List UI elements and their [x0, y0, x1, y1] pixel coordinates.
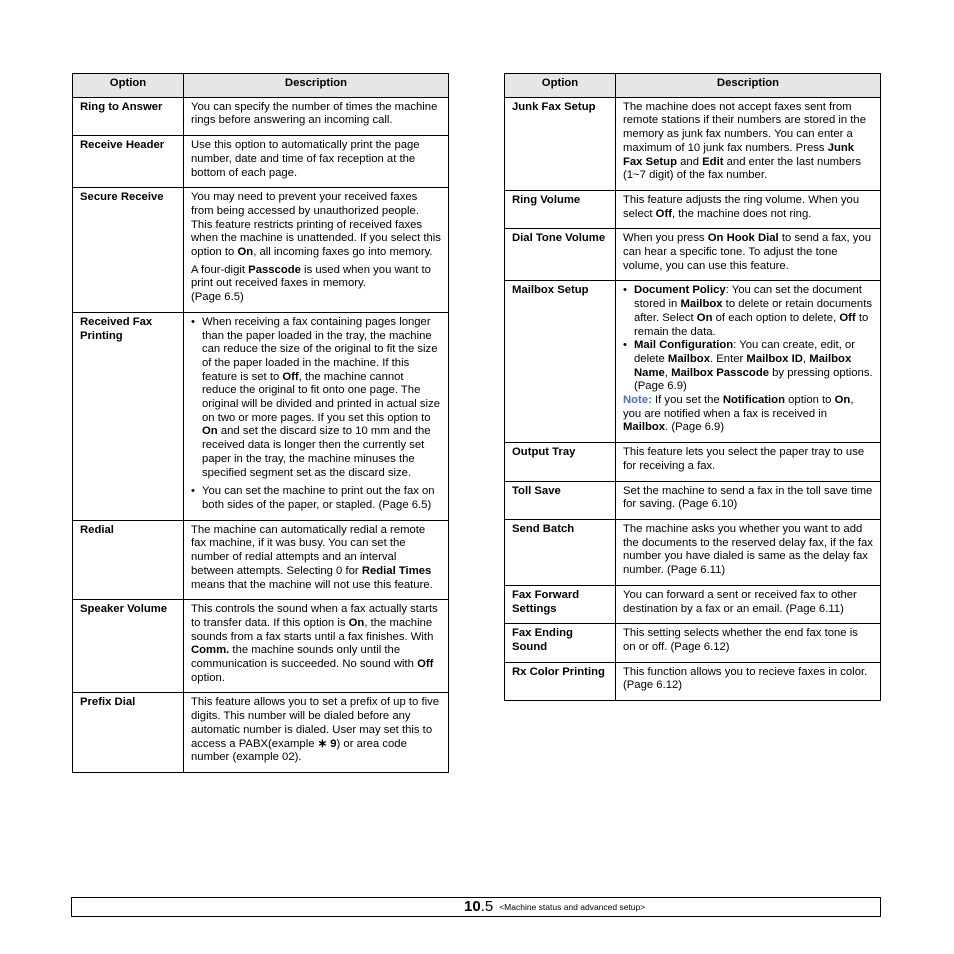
text-run: A four-digit	[191, 263, 249, 276]
text-run: You can forward a sent or received fax to other destination by a fax or an email. (Page 6.11)	[623, 588, 857, 615]
bold-term: Mail Configuration	[634, 339, 734, 352]
header-description: Description	[616, 74, 881, 98]
text-run: , all incoming faxes go into memory.	[253, 246, 433, 259]
table-header-row	[73, 74, 449, 98]
bold-term: Mailbox ID	[746, 352, 803, 365]
option-name: Ring to Answer	[73, 97, 184, 135]
bullet-list	[623, 284, 873, 394]
option-name: Junk Fax Setup	[505, 97, 616, 190]
bullet-item	[623, 284, 873, 339]
text-run: , the machine cannot reduce the original to fit onto one page. The original will be divided and printed in actual size on two or more pages. If you set this option to	[202, 370, 441, 424]
page-number: .5	[480, 898, 494, 915]
bold-term: Mailbox	[623, 421, 666, 434]
option-name: Output Tray	[505, 443, 616, 481]
text-run: , you are notified when a fax is received in	[623, 394, 854, 420]
bold-term: Mailbox	[680, 298, 723, 311]
description-paragraph	[634, 284, 873, 339]
text-run: This feature adjusts the ring volume. When you select	[623, 193, 860, 220]
bold-term: ∗ 9	[317, 737, 337, 750]
description-paragraph	[191, 191, 441, 260]
description-paragraph	[202, 316, 441, 480]
option-name: Dial Tone Volume	[505, 229, 616, 281]
bold-term: On Hook Dial	[707, 232, 779, 245]
table-row	[505, 662, 881, 700]
text-run: Set the machine to send a fax in the toll save time for saving. (Page 6.10)	[623, 484, 873, 511]
option-description	[616, 624, 881, 662]
text-run: and enter the last numbers (1~7 digit) of the fax number.	[623, 155, 862, 182]
table-row	[505, 481, 881, 519]
text-run: The machine can automatically redial a remote fax machine, if it was busy. You can set the number of redial attempts and an interval between attempts. Selecting 0 for	[191, 523, 426, 577]
option-description	[616, 229, 881, 281]
description-paragraph	[634, 339, 873, 394]
header-option: Option	[73, 74, 184, 98]
text-run: Use this option to automatically print the page number, date and time of fax reception at the bottom of each page.	[191, 139, 420, 179]
bold-term: On	[202, 425, 218, 438]
bullet-item	[191, 485, 441, 512]
text-run: You can specify the number of times the machine rings before answering an incoming call.	[191, 100, 438, 127]
option-name: Secure Receive	[73, 188, 184, 313]
text-run: This controls the sound when a fax actually starts to transfer data. If this option is	[191, 603, 438, 629]
option-name: Prefix Dial	[73, 693, 184, 773]
option-description	[616, 519, 881, 585]
options-table-right	[504, 73, 881, 701]
table-row	[73, 600, 449, 693]
text-run: This setting selects whether the end fax tone is on or off. (Page 6.12)	[623, 627, 858, 653]
description-paragraph	[623, 394, 873, 435]
description-paragraph	[191, 264, 441, 305]
description-paragraph	[623, 485, 873, 512]
option-name: Send Batch	[505, 519, 616, 585]
text-run: of each option to delete,	[712, 311, 840, 324]
description-paragraph	[623, 666, 873, 693]
bullet-list	[191, 316, 441, 513]
option-name: Received Fax Printing	[73, 312, 184, 520]
bold-term: Off	[282, 370, 299, 383]
option-name: Speaker Volume	[73, 600, 184, 693]
page-footer	[71, 897, 881, 917]
text-run: The machine does not accept faxes sent from remote stations if their numbers are stored in the memory as junk fax numbers. You can enter a maximum of 10 junk fax numbers. Press	[623, 100, 866, 154]
bold-term: Mailbox	[667, 352, 710, 365]
text-run: . (Page 6.9)	[665, 421, 725, 434]
option-description	[616, 662, 881, 700]
table-row	[73, 136, 449, 188]
table-row	[73, 312, 449, 520]
description-paragraph	[202, 485, 441, 512]
table-header-row	[505, 74, 881, 98]
table-row	[73, 188, 449, 313]
description-paragraph	[623, 627, 873, 654]
header-description: Description	[184, 74, 449, 98]
text-run: You can set the machine to print out the fax on both sides of the paper, or stapled. (Page 6.5)	[202, 485, 435, 511]
option-description	[184, 600, 449, 693]
table-row	[505, 281, 881, 443]
chapter-title: <Machine status and advanced setup>	[499, 902, 646, 912]
text-run: This feature lets you select the paper tray to use for receiving a fax.	[623, 446, 865, 472]
option-description	[184, 97, 449, 135]
option-description	[184, 693, 449, 773]
text-run: ,	[802, 352, 810, 365]
description-paragraph	[191, 603, 441, 685]
option-description	[616, 281, 881, 443]
table-row	[73, 520, 449, 600]
text-run: : You can create, edit, or delete	[634, 339, 855, 365]
description-paragraph	[191, 524, 441, 593]
option-description	[616, 481, 881, 519]
text-run: the machine sounds only until the communication is succeeded. No sound with	[191, 644, 418, 671]
text-run: and set the discard size to 10 mm and the received data is longer then the currently set paper in the tray, the machine minuses the specified segment set as the discard size.	[202, 425, 431, 479]
text-run: This function allows you to recieve faxes in color. (Page 6.12)	[623, 665, 868, 692]
bold-term: Mailbox Passcode	[671, 366, 770, 379]
option-description	[616, 585, 881, 623]
text-run: means that the machine will not use this feature.	[191, 578, 433, 591]
text-run: (Page 6.5)	[191, 291, 244, 304]
description-paragraph	[191, 101, 441, 128]
table-row	[505, 519, 881, 585]
option-description	[616, 443, 881, 481]
description-paragraph	[191, 696, 441, 765]
bold-term: Notification	[722, 394, 785, 407]
bold-term: Mailbox Name	[634, 352, 852, 379]
bold-term: On	[348, 616, 365, 629]
description-paragraph	[623, 232, 873, 273]
bold-term: Junk Fax Setup	[623, 141, 855, 168]
table-row	[505, 443, 881, 481]
text-run: to send a fax, you can hear a specific tone. To adjust the tone volume, you can use this feature.	[623, 232, 872, 272]
bullet-item	[191, 316, 441, 480]
text-run: This feature allows you to set a prefix of up to five digits. This number will be dialed before any automatic number is dialed. User may set this to access a PABX(example	[191, 696, 440, 750]
header-option: Option	[505, 74, 616, 98]
bold-term: Off	[839, 311, 856, 324]
option-description	[616, 190, 881, 228]
text-run: When you press	[623, 232, 708, 245]
bold-term: Document Policy	[634, 284, 726, 297]
text-run: The machine asks you whether you want to add the documents to the reserved delay fax, if the fax number you have dialed is same as the delay fax number. (Page 6.11)	[623, 522, 873, 577]
bold-term: Off	[417, 658, 434, 671]
text-run: ,	[664, 366, 672, 379]
bold-term: On	[237, 246, 254, 259]
table-row	[505, 97, 881, 190]
table-row	[505, 190, 881, 228]
bold-term: Comm.	[191, 644, 230, 657]
table-row	[505, 229, 881, 281]
chapter-number: 10	[464, 898, 481, 915]
option-name: Rx Color Printing	[505, 662, 616, 700]
option-description	[184, 312, 449, 520]
description-paragraph	[623, 446, 873, 473]
text-run: and	[677, 155, 703, 168]
options-table-left	[72, 73, 449, 773]
description-paragraph	[623, 101, 873, 183]
option-name: Ring Volume	[505, 190, 616, 228]
text-run: is used when you want to print out received faxes in memory.	[191, 263, 431, 290]
table-row	[505, 624, 881, 662]
option-name: Fax Ending Sound	[505, 624, 616, 662]
bold-term: Passcode	[248, 263, 301, 276]
text-run: ) or area code number (example 02).	[191, 737, 407, 764]
table-row	[73, 693, 449, 773]
option-description	[184, 520, 449, 600]
bullet-item	[623, 339, 873, 394]
option-description	[616, 97, 881, 190]
description-paragraph	[191, 139, 441, 180]
description-paragraph	[623, 589, 873, 616]
text-run: to remain the data.	[634, 311, 869, 338]
bold-term: Edit	[702, 155, 724, 168]
table-row	[73, 97, 449, 135]
bold-term: On	[696, 311, 713, 324]
text-run: If you set the	[651, 394, 723, 407]
text-run: option.	[191, 671, 225, 684]
table-row	[505, 585, 881, 623]
text-run: When receiving a fax containing pages longer than the paper loaded in the tray, the machine can reduce the size of the original to fit the size of the paper loaded in the machine. If this feature is set to	[202, 315, 438, 383]
text-run: , the machine sounds from a fax starts until a fax finishes. With	[191, 616, 434, 643]
bold-term: On	[834, 394, 851, 407]
text-run: to delete or retain documents after. Select	[634, 298, 872, 324]
text-run: : You can set the document stored in	[634, 284, 862, 311]
option-name: Redial	[73, 520, 184, 600]
text-run: , the machine does not ring.	[671, 207, 812, 220]
text-run: option to	[784, 394, 835, 407]
note-label: Note:	[623, 394, 652, 407]
bold-term: Redial Times	[361, 564, 432, 577]
text-run: by pressing options. (Page 6.9)	[634, 366, 873, 393]
bold-term: Off	[655, 207, 672, 220]
option-name: Toll Save	[505, 481, 616, 519]
text-run: . Enter	[709, 352, 747, 365]
option-name: Receive Header	[73, 136, 184, 188]
description-paragraph	[623, 194, 873, 221]
text-run: You may need to prevent your received faxes from being accessed by unauthorized people. This feature restricts printing of received faxes when the machine is unattended. If you select this option to	[191, 191, 441, 259]
option-name: Mailbox Setup	[505, 281, 616, 443]
option-description	[184, 188, 449, 313]
option-name: Fax Forward Settings	[505, 585, 616, 623]
option-description	[184, 136, 449, 188]
description-paragraph	[623, 523, 873, 578]
